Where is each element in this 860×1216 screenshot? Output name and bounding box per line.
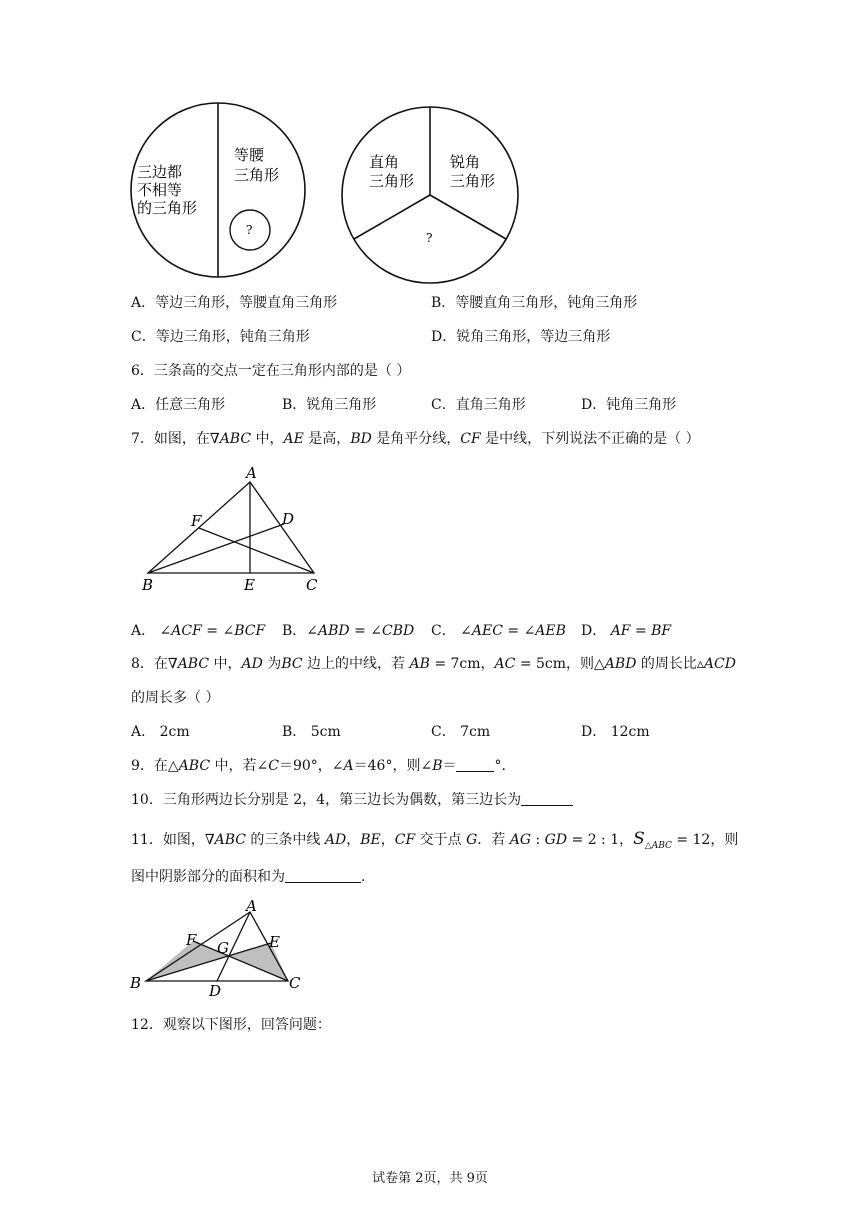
median-cf xyxy=(199,528,314,573)
q8-option-d-label: D． xyxy=(581,724,607,740)
q5-option-b-text: 等腰直角三角形，钝角三角形 xyxy=(455,295,638,311)
q9-t0: 9．在△ xyxy=(131,758,179,774)
q8-t13: ACD xyxy=(703,656,736,672)
q8-option-b[interactable] xyxy=(282,721,341,741)
c1-inner-q: ? xyxy=(246,223,253,237)
q9-answer-blank[interactable] xyxy=(456,757,494,772)
q11-t7: CF xyxy=(394,832,416,848)
label-d-2: D xyxy=(209,982,222,998)
q9-t6: ＝46°，则∠ xyxy=(353,758,433,774)
q8-t4: 为 xyxy=(262,656,282,672)
q8-t3: AD xyxy=(241,656,263,672)
c2-bottom-q: ? xyxy=(426,231,433,245)
label-b: B xyxy=(142,576,154,594)
bisector-bd xyxy=(148,524,284,573)
q8-t8: = 7cm， xyxy=(429,656,495,672)
circle-2-spoke-left xyxy=(354,195,430,239)
label-d: D xyxy=(282,510,295,528)
q8-t7: AB xyxy=(409,656,430,672)
q11-t9: G xyxy=(466,832,478,848)
q9-t4: ＝90°，∠ xyxy=(278,758,344,774)
q8-option-d-text: 12cm xyxy=(610,724,650,740)
q7-stem-t8: 是中线，下列说法不正确的是（ ） xyxy=(480,431,700,447)
q11-t6: ， xyxy=(380,832,395,848)
q11-t5: BE xyxy=(360,832,381,848)
q8-t1: ABC xyxy=(177,656,210,672)
q8-t12: 的周长比▵ xyxy=(636,656,704,672)
c1-right-1: 等腰 xyxy=(234,146,265,164)
q8-t5: BC xyxy=(281,656,303,672)
c1-right-2: 三角形 xyxy=(234,166,280,184)
q7-stem-t6: 是角平分线， xyxy=(371,431,461,447)
q6-option-d-text: 钝角三角形 xyxy=(606,397,677,413)
q11-t13: GD xyxy=(544,832,568,848)
q7-stem-t3: AE xyxy=(283,431,304,447)
q6-stem: 6．三条高的交点一定在三角形内部的是（ ） xyxy=(131,363,411,379)
q8-option-b-label: B． xyxy=(282,724,307,740)
q8-option-c-text: 7cm xyxy=(460,724,491,740)
label-f-2: F xyxy=(186,931,197,949)
q6-option-d-label: D． xyxy=(581,397,607,413)
q7-option-b[interactable] xyxy=(282,620,414,640)
q8-t11: ABD xyxy=(604,656,637,672)
q10-stem xyxy=(131,789,573,809)
q7-option-d-text: AF = BF xyxy=(610,623,672,639)
q9-stem xyxy=(131,755,506,775)
c2-right-2: 三角形 xyxy=(450,172,496,190)
q8-t0: 8．在∇ xyxy=(131,656,178,672)
q9-t1: ABC xyxy=(178,758,211,774)
q6-option-c-label: C． xyxy=(431,397,456,413)
c1-left-3: 的三角形 xyxy=(137,199,198,217)
q9-t2: 中，若∠ xyxy=(210,758,269,774)
q7-stem xyxy=(131,428,700,448)
q7-stem-t7: CF xyxy=(460,431,481,447)
q5-option-a-text: 等边三角形，等腰直角三角形 xyxy=(155,295,338,311)
label-a-2: A xyxy=(246,898,257,915)
q11-t3: AD xyxy=(324,832,347,848)
q8-t6: 边上的中线，若 xyxy=(302,656,410,672)
q5-option-c[interactable] xyxy=(131,326,310,346)
label-g-2: G xyxy=(217,939,229,957)
q10-answer-blank[interactable] xyxy=(521,791,573,806)
q11-t1: ABC xyxy=(214,832,246,848)
q11-t17: = 12，则 xyxy=(671,832,739,848)
q6-option-b-label: B． xyxy=(282,397,307,413)
label-b-2: B xyxy=(130,974,142,992)
q8-option-b-text: 5cm xyxy=(310,724,341,740)
q7-option-a-label: A． xyxy=(131,623,156,639)
q7-option-c-label: C． xyxy=(431,623,456,639)
c2-left-2: 三角形 xyxy=(369,172,415,190)
q11-stem-line2 xyxy=(131,866,365,886)
q8-t10: = 5cm，则△ xyxy=(515,656,605,672)
q8-option-a[interactable] xyxy=(131,721,190,741)
q6-option-c[interactable] xyxy=(431,394,526,414)
q8-t2: 中， xyxy=(209,656,242,672)
q11-line2-text: 图中阴影部分的面积和为 xyxy=(131,869,285,885)
q11-t4: ， xyxy=(346,832,361,848)
page-footer: 试卷第 2页，共 9页 xyxy=(372,1171,488,1186)
q11-t10: ．若 xyxy=(477,832,510,848)
q6-option-a-text: 任意三角形 xyxy=(155,397,226,413)
q11-t12: : xyxy=(531,832,545,848)
c1-left-2: 不相等 xyxy=(137,181,183,199)
q7-option-d[interactable] xyxy=(581,620,671,640)
q5-option-c-text: 等边三角形，钝角三角形 xyxy=(155,329,310,345)
q11-line2-end: . xyxy=(361,869,366,885)
q5-option-b[interactable] xyxy=(431,292,637,312)
label-a: A xyxy=(246,466,257,482)
q5-option-a[interactable] xyxy=(131,292,337,312)
c1-left-1: 三边都 xyxy=(137,163,183,181)
q7-stem-t5: BD xyxy=(350,431,372,447)
q8-stem-line1 xyxy=(131,653,736,673)
q9-t7: B xyxy=(432,758,443,774)
q5-option-a-label: A． xyxy=(131,295,156,311)
q5-option-c-label: C． xyxy=(131,329,156,345)
q7-option-d-label: D． xyxy=(581,623,607,639)
q11-t11: AG xyxy=(509,832,532,848)
q7-option-a[interactable] xyxy=(131,620,265,640)
q11-t16: △ABC xyxy=(644,840,672,851)
q7-option-c[interactable] xyxy=(431,620,566,640)
q7-option-c-text: ∠AEC = ∠AEB xyxy=(460,623,566,639)
q11-t14: = 2 : 1， xyxy=(567,832,634,848)
q9-t8: ＝ xyxy=(442,758,457,774)
q5-venn-figures xyxy=(125,100,535,290)
q6-option-a[interactable] xyxy=(131,394,225,414)
q8-t9: AC xyxy=(494,656,516,672)
q7-option-b-text: ∠ABD = ∠CBD xyxy=(306,623,415,639)
c2-right-1: 锐角 xyxy=(450,153,481,171)
q6-option-c-text: 直角三角形 xyxy=(455,397,526,413)
q11-stem-line1 xyxy=(131,829,738,851)
q8-option-c-label: C． xyxy=(431,724,456,740)
q11-answer-blank[interactable] xyxy=(285,868,361,883)
q11-t2: 的三条中线 xyxy=(245,832,325,848)
circle-2-spoke-right xyxy=(430,195,506,239)
q5-option-d-label: D． xyxy=(431,329,457,345)
q7-stem-t4: 是高， xyxy=(303,431,351,447)
label-f: F xyxy=(191,512,202,530)
q5-option-d-text: 锐角三角形，等边三角形 xyxy=(456,329,611,345)
q6-option-d[interactable] xyxy=(581,394,676,414)
label-e-2: E xyxy=(269,933,280,951)
q8-stem-line2: 的周长多（ ） xyxy=(131,690,220,706)
label-c-2: C xyxy=(289,974,301,992)
q10-text: 10．三角形两边长分别是 2，4，第三边长为偶数，第三边长为 xyxy=(131,792,522,808)
q9-t5: A xyxy=(343,758,354,774)
q6-option-b[interactable] xyxy=(282,394,376,414)
q8-option-c[interactable] xyxy=(431,721,490,741)
q7-stem-t0: 7．如图，在∇ xyxy=(131,431,220,447)
q5-option-b-label: B． xyxy=(431,295,456,311)
q8-option-a-label: A． xyxy=(131,724,156,740)
q9-t9: °. xyxy=(494,758,506,774)
q6-option-b-text: 锐角三角形 xyxy=(306,397,377,413)
q12-stem: 12．观察以下图形，回答问题： xyxy=(131,1017,331,1033)
label-e: E xyxy=(244,576,255,594)
q7-stem-t1: ABC xyxy=(219,431,252,447)
q11-t8: 交于点 xyxy=(415,832,467,848)
q7-option-b-label: B． xyxy=(282,623,307,639)
q8-option-a-text: 2cm xyxy=(159,724,190,740)
q7-triangle-figure xyxy=(138,466,328,598)
q6-option-a-label: A． xyxy=(131,397,156,413)
label-c: C xyxy=(306,576,318,594)
q7-stem-t2: 中， xyxy=(251,431,284,447)
q9-t3: C xyxy=(268,758,279,774)
q11-shaded-triangle-figure xyxy=(126,898,316,998)
q11-t0: 11．如图，∇ xyxy=(131,832,215,848)
q7-option-a-text: ∠ACF = ∠BCF xyxy=(159,623,266,639)
q5-option-d[interactable] xyxy=(431,326,610,346)
q8-option-d[interactable] xyxy=(581,721,650,741)
q11-t15: S xyxy=(633,829,645,849)
c2-left-1: 直角 xyxy=(369,153,400,171)
